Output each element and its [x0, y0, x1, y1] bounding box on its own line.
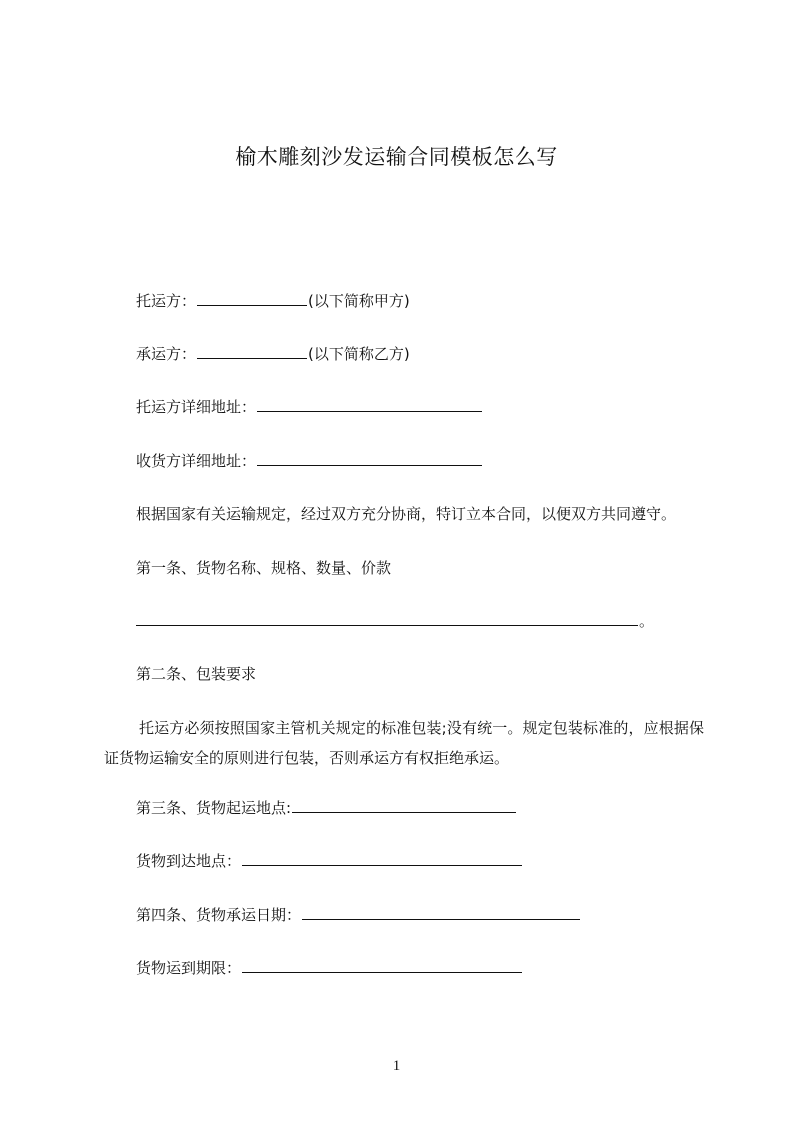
destination-label: 货物到达地点： — [136, 852, 242, 870]
carrier-label: 承运方： — [136, 345, 197, 363]
article1-end-mark: 。 — [639, 612, 655, 630]
carrier-blank — [197, 343, 307, 359]
shipping-date-blank — [302, 904, 580, 920]
shipper-line — [136, 290, 410, 312]
consignee-address-line — [136, 450, 483, 472]
shipper-address-line — [136, 396, 483, 418]
deadline-label: 货物运到期限： — [136, 959, 242, 977]
origin-line — [136, 797, 517, 819]
consignee-address-blank — [257, 450, 482, 466]
article2-body: 托运方必须按照国家主管机关规定的标准包装;没有统一。规定包装标准的，应根据保证货物运输安全的原则进行包装，否则承运方有权拒绝承运。 — [104, 719, 704, 767]
deadline-line — [136, 957, 523, 979]
destination-line — [136, 850, 523, 872]
shipper-blank — [197, 290, 307, 306]
consignee-address-label: 收货方详细地址： — [136, 452, 257, 470]
deadline-blank — [242, 957, 522, 973]
shipper-suffix: (以下简称甲方) — [308, 292, 410, 310]
shipping-date-label: 第四条、货物承运日期： — [136, 906, 302, 924]
article1-fill-line — [136, 610, 654, 632]
article1-heading: 第一条、货物名称、规格、数量、价款 — [136, 559, 392, 577]
shipper-label: 托运方： — [136, 292, 197, 310]
origin-label: 第三条、货物起运地点: — [136, 799, 292, 817]
article2-heading: 第二条、包装要求 — [136, 665, 257, 683]
destination-blank — [242, 850, 522, 866]
document-title: 榆木雕刻沙发运输合同模板怎么写 — [235, 145, 558, 169]
page-number: 1 — [392, 1058, 401, 1074]
shipping-date-line — [136, 904, 581, 926]
preamble-line: 根据国家有关运输规定，经过双方充分协商，特订立本合同，以便双方共同遵守。 — [136, 505, 677, 523]
shipper-address-blank — [257, 396, 482, 412]
carrier-line — [136, 343, 410, 365]
carrier-suffix: (以下简称乙方) — [308, 345, 410, 363]
origin-blank — [292, 797, 516, 813]
shipper-address-label: 托运方详细地址： — [136, 398, 257, 416]
article1-blank — [136, 610, 638, 626]
